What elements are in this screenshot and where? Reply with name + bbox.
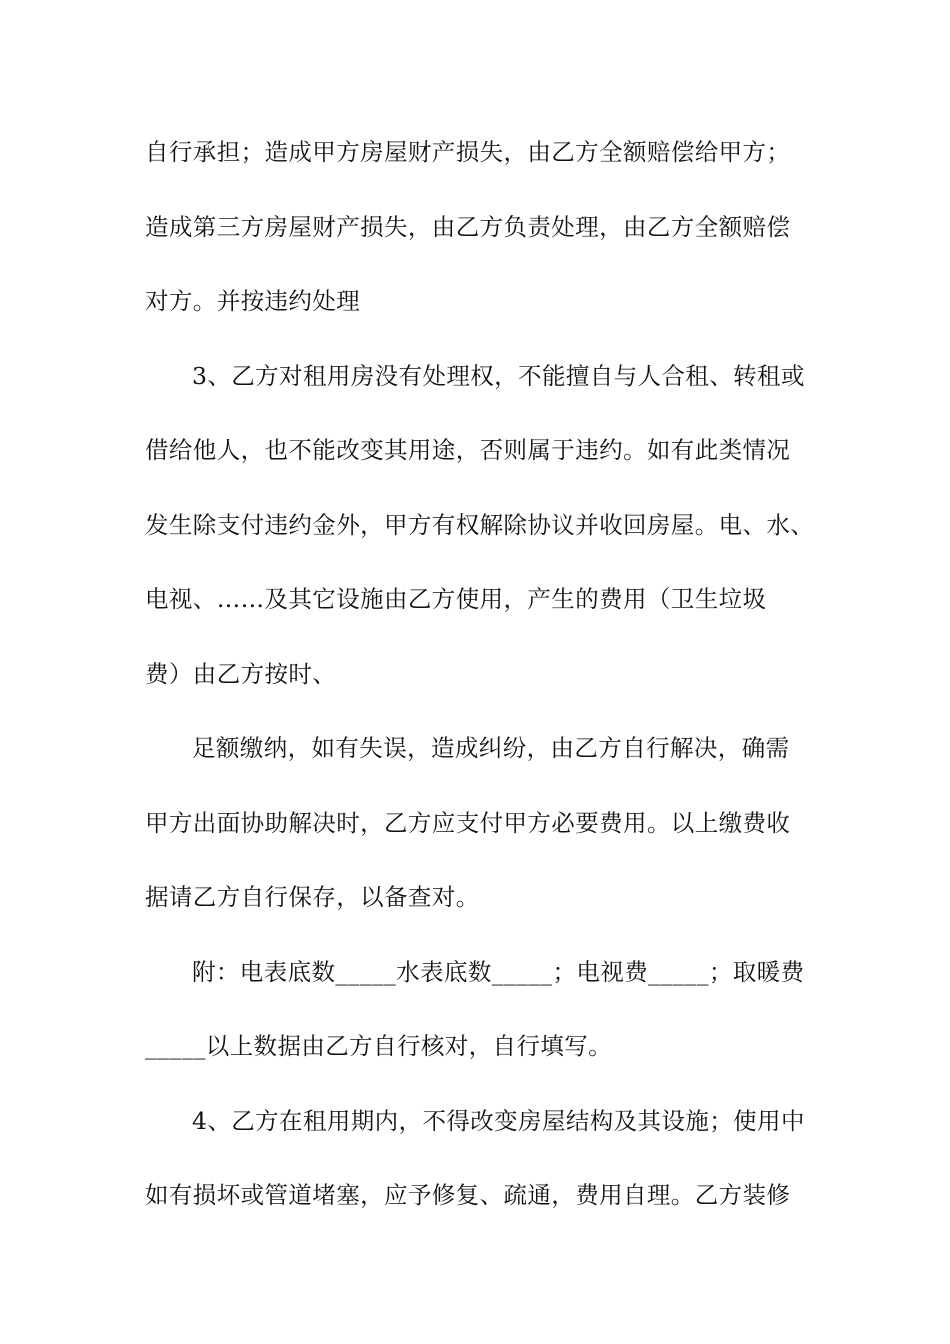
text-line: 据请乙方自行保存，以备查对。 [145,883,480,911]
text-line: 3、乙方对租用房没有处理权，不能擅自与人合租、转租或 [192,362,805,390]
text-line: 甲方出面协助解决时，乙方应支付甲方必要费用。以上缴费收 [145,809,791,837]
text-line: 如有损坏或管道堵塞，应予修复、疏通，费用自理。乙方装修 [145,1181,791,1209]
text-line: 自行承担；造成甲方房屋财产损失，由乙方全额赔偿给甲方； [145,138,791,166]
text-line: 附：电表底数_____水表底数_____；电视费_____；取暖费 [192,958,805,986]
text-line: 电视、……及其它设施由乙方使用，产生的费用（卫生垃圾 [145,585,767,613]
text-line: 造成第三方房屋财产损失，由乙方负责处理，由乙方全额赔偿 [145,213,791,241]
text-line: 借给他人，也不能改变其用途，否则属于违约。如有此类情况 [145,436,791,464]
text-line: 对方。并按违约处理 [145,287,361,315]
text-line: 4、乙方在租用期内，不得改变房屋结构及其设施；使用中 [192,1107,805,1135]
text-line: 费）由乙方按时、 [145,660,337,688]
text-line: 发生除支付违约金外，甲方有权解除协议并收回房屋。电、水、 [145,511,815,539]
text-line: 足额缴纳，如有失误，造成纠纷，由乙方自行解决，确需 [192,734,790,762]
text-line: _____以上数据由乙方自行核对，自行填写。 [145,1032,613,1060]
